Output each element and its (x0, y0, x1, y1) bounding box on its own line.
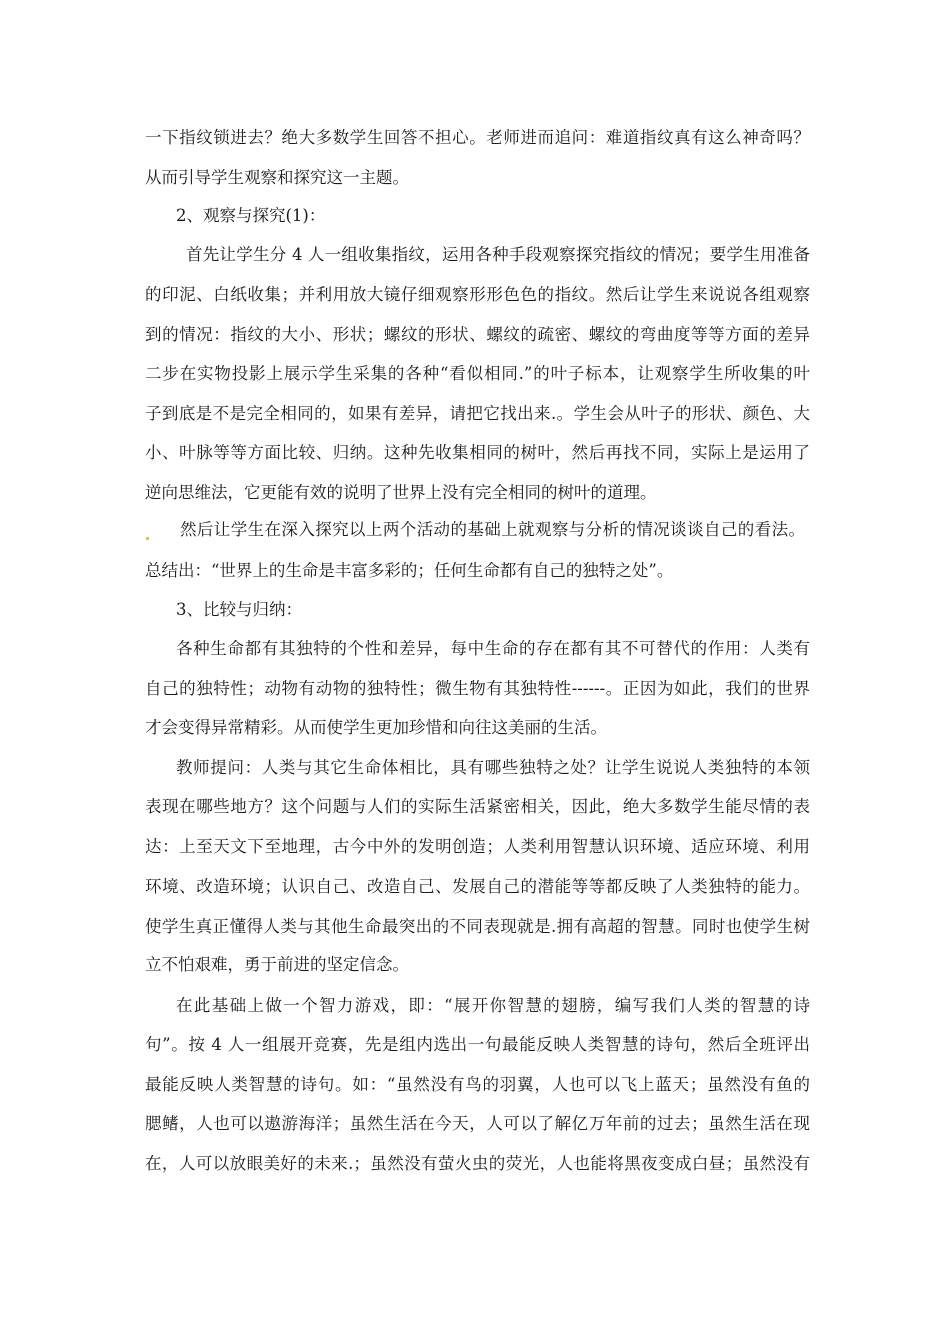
stray-mark (146, 537, 149, 540)
text-line: 小、叶脉等等方面比较、归纳。这种先收集相同的树叶，然后再找不同，实际上是运用了 (145, 443, 810, 462)
text-line: 使学生真正懂得人类与其他生命最突出的不同表现就是.拥有高超的智慧。同时也使学生树 (145, 917, 810, 936)
text-line: 句”。按 4 人一组展开竞赛，先是组内选出一句最能反映人类智慧的诗句，然后全班评出 (145, 1035, 810, 1054)
text-line: 一下指纹锁进去？绝大多数学生回答不担心。老师进而追问：难道指纹真有这么神奇吗？ (145, 128, 810, 147)
text-line: 腮鳍，人也可以遨游海洋；虽然生活在今天，人可以了解亿万年前的过去；虽然生活在现 (145, 1114, 810, 1133)
text-line: 各种生命都有其独特的个性和差异，每中生命的存在都有其不可替代的作用：人类有 (176, 639, 810, 658)
text-line: 从而引导学生观察和探究这一主题。 (145, 168, 409, 187)
text-line: 表现在哪些地方？这个问题与人们的实际生活紧密相关，因此，绝大多数学生能尽情的表 (145, 797, 810, 816)
text-line: 教师提问：人类与其它生命体相比，具有哪些独特之处？让学生说说人类独特的本领 (176, 758, 810, 777)
text-line: 然后让学生在深入探究以上两个活动的基础上就观察与分析的情况谈谈自己的看法。 (180, 520, 805, 539)
text-line: 立不怕艰难，勇于前进的坚定信念。 (145, 955, 409, 974)
section-heading: 2、观察与探究(1)： (176, 206, 326, 225)
text-line: 首先让学生分 4 人一组收集指纹，运用各种手段观察探究指纹的情况；要学生用准备 (186, 245, 810, 264)
text-line: 最能反映人类智慧的诗句。如：“虽然没有鸟的羽翼，人也可以飞上蓝天；虽然没有鱼的 (145, 1075, 810, 1094)
text-line: 的印泥、白纸收集；并利用放大镜仔细观察形形色色的指纹。然后让学生来说说各组观察 (145, 285, 810, 304)
text-line: 环境、改造环境；认识自己、改造自己、发展自己的潜能等等都反映了人类独特的能力。 (145, 877, 810, 896)
text-line: 自己的独特性；动物有动物的独特性；微生物有其独特性------。正因为如此，我们的世界 (145, 679, 810, 698)
text-line: 子到底是不是完全相同的，如果有差异，请把它找出来.。学生会从叶子的形状、颜色、大 (145, 404, 810, 423)
text-line: 达：上至天文下至地理，古今中外的发明创造；人类利用智慧认识环境、适应环境、利用 (145, 837, 810, 856)
text-line: 才会变得异常精彩。从而使学生更加珍惜和向往这美丽的生活。 (145, 718, 607, 737)
section-heading: 3、比较与归纳： (176, 600, 302, 619)
text-line: 在此基础上做一个智力游戏，即：“展开你智慧的翅膀，编写我们人类的智慧的诗 (176, 996, 810, 1015)
text-line: 逆向思维法，它更能有效的说明了世界上没有完全相同的树叶的道理。 (145, 483, 657, 502)
text-line: 总结出：“世界上的生命是丰富多彩的；任何生命都有自己的独特之处”。 (145, 561, 674, 580)
text-line: 到的情况：指纹的大小、形状；螺纹的形状、螺纹的疏密、螺纹的弯曲度等等方面的差异 (145, 325, 810, 344)
text-line: 在，人可以放眼美好的未来.；虽然没有萤火虫的荧光，人也能将黑夜变成白昼；虽然没有 (145, 1154, 810, 1173)
text-line: 二步在实物投影上展示学生采集的各种“看似相同.”的叶子标本，让观察学生所收集的叶 (145, 364, 810, 383)
